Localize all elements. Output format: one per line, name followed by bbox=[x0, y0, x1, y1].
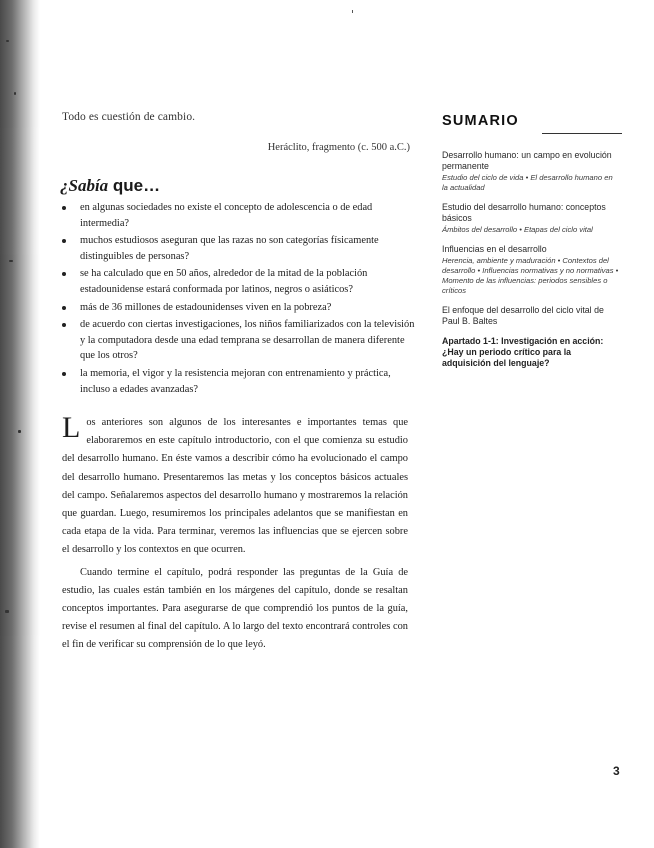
sumario-section-title: Desarrollo humano: un campo en evolución permanente bbox=[442, 150, 612, 171]
sumario-section-subtopics: Herencia, ambiente y maduración • Contextos del desarrollo • Influencias normativas y no normativas • Momento de las influencias: periodos sensibles o críticos bbox=[442, 256, 619, 295]
chapter-intro-text bbox=[62, 411, 408, 655]
body-paragraph-2: Cuando termine el capítulo, podrá responder las preguntas de la Guía de estudio, las cuales están también en los márgenes del capítulo, donde se resaltan conceptos importantes. Para asegurarse de que comprendió los puntos de la guía, revise el resumen al final del capítulo. A lo largo del texto encontrará controles con el fin de verificar su comprensión de lo que leyó. bbox=[62, 566, 408, 651]
binding-speck bbox=[9, 260, 13, 262]
fact-text: de acuerdo con ciertas investigaciones, los niños familiarizados con la televisión y la computadora desde una edad temprana se desarrollan de manera diferente que los otros? bbox=[80, 319, 415, 362]
sumario-section bbox=[442, 305, 620, 327]
list-item bbox=[60, 366, 416, 397]
sabia-que-title bbox=[60, 176, 160, 196]
fact-text: se ha calculado que en 50 años, alrededor de la mitad de la población estadounidense estará conformada por latinos, negros o asiáticos? bbox=[80, 268, 368, 295]
sumario-section bbox=[442, 202, 620, 235]
sumario-title: SUMARIO bbox=[442, 113, 519, 129]
bullet-icon bbox=[62, 239, 66, 243]
scan-mark bbox=[352, 10, 353, 13]
bullet-icon bbox=[62, 306, 66, 310]
fact-text: en algunas sociedades no existe el concepto de adolescencia o de edad intermedia? bbox=[80, 202, 373, 229]
page-number: 3 bbox=[613, 764, 620, 778]
bullet-icon bbox=[62, 272, 66, 276]
sumario-section-title: Apartado 1-1: Investigación en acción: ¿Hay un periodo crítico para la adquisición del lenguaje? bbox=[442, 336, 604, 368]
body-paragraph-1 bbox=[62, 411, 408, 560]
list-item bbox=[60, 317, 416, 364]
epigraph-quote: Todo es cuestión de cambio. bbox=[62, 111, 196, 123]
sumario-header bbox=[442, 113, 622, 129]
fact-text: muchos estudiosos aseguran que las razas no son categorías físicamente distinguibles de personas? bbox=[80, 235, 379, 262]
sabia-que-list bbox=[60, 200, 416, 399]
book-binding-shadow bbox=[0, 0, 40, 848]
list-item bbox=[60, 233, 416, 264]
fact-text: la memoria, el vigor y la resistencia mejoran con entrenamiento y práctica, incluso a edades avanzadas? bbox=[80, 367, 391, 395]
epigraph-attribution: Heráclito, fragmento (c. 500 a.C.) bbox=[267, 142, 410, 153]
binding-speck bbox=[5, 610, 9, 613]
bullet-icon bbox=[62, 323, 66, 327]
sumario-list bbox=[442, 150, 620, 378]
list-item bbox=[60, 266, 416, 297]
sumario-section-title: Estudio del desarrollo humano: conceptos básicos bbox=[442, 202, 606, 223]
bullet-icon bbox=[62, 206, 66, 210]
binding-speck bbox=[18, 430, 21, 433]
binding-speck bbox=[6, 40, 9, 42]
paragraph-1-text: os anteriores son algunos de los interesantes e importantes temas que elaboraremos en este capítulo introductorio, con el que comienza su estudio del desarrollo humano. En éste vamos a describir cómo ha evolucionado el campo del desarrollo humano. Presentaremos las metas y los conceptos básicos actuales del campo. Señalaremos aspectos del desarrollo humano y mostraremos la relación que guardan. Luego, resumiremos los principales adelantos que se manifiestan en cada etapa de la vida. Para terminar, veremos las influencias que se ejercen sobre el desarrollo y los contextos en que ocurren. bbox=[62, 417, 408, 556]
sabia-title-rest: que… bbox=[108, 176, 161, 195]
sabia-title-italic: ¿Sabía bbox=[60, 176, 109, 195]
list-item bbox=[60, 300, 416, 316]
sumario-section-subtopics: Ámbitos del desarrollo • Etapas del ciclo vital bbox=[442, 225, 593, 234]
sumario-section-title: Influencias en el desarrollo bbox=[442, 244, 547, 254]
sumario-section-title: El enfoque del desarrollo del ciclo vital de Paul B. Baltes bbox=[442, 305, 604, 326]
sumario-section-box bbox=[442, 336, 620, 369]
sumario-section-subtopics: Estudio del ciclo de vida • El desarrollo humano en la actualidad bbox=[442, 173, 613, 192]
list-item bbox=[60, 200, 416, 231]
binding-speck bbox=[14, 92, 16, 95]
drop-cap: L bbox=[62, 411, 81, 444]
sumario-section bbox=[442, 244, 620, 296]
sumario-section bbox=[442, 150, 620, 193]
sumario-rule bbox=[542, 133, 622, 134]
fact-text: más de 36 millones de estadounidenses viven en la pobreza? bbox=[80, 301, 332, 313]
bullet-icon bbox=[62, 372, 66, 376]
